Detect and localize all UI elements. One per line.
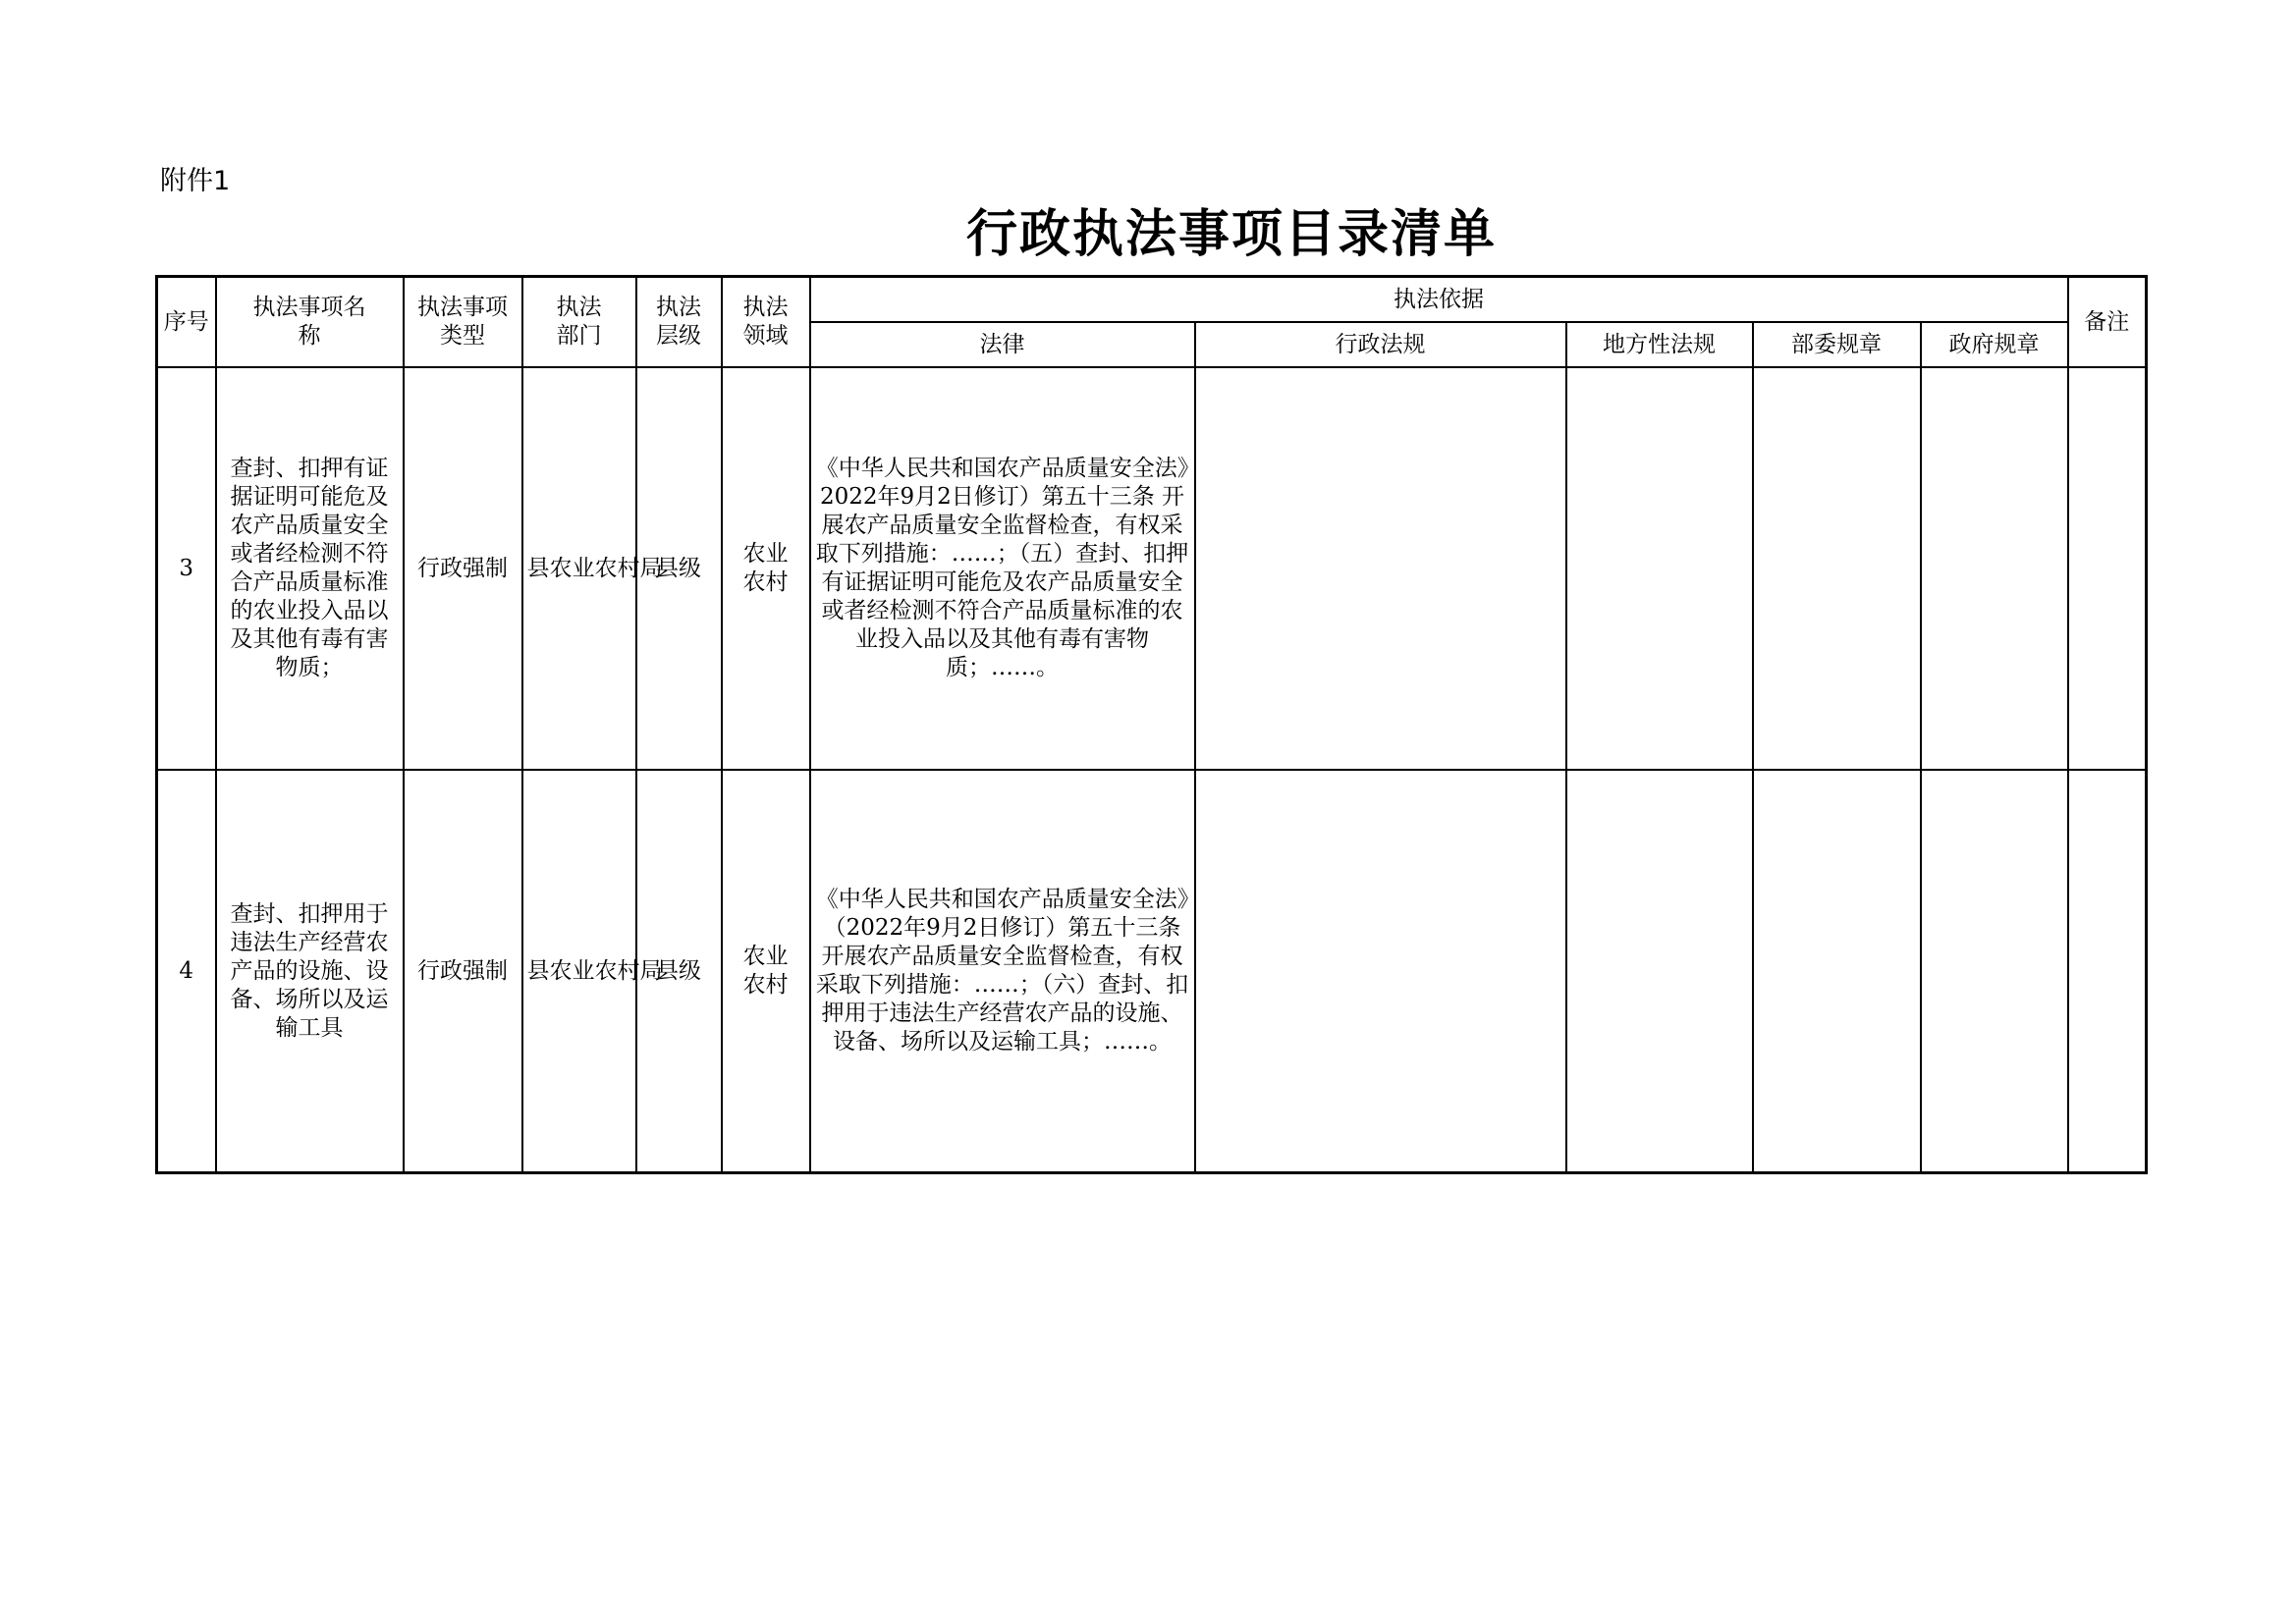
cell-law: 《中华人民共和国农产品质量安全法》（2022年9月2日修订）第五十三条 开展农产品质量安全监督检查，有权采取下列措施：……；（六）查封、扣押用于违法生产经营农产品的设施、设备、场所以及运输工具；……。 xyxy=(810,770,1195,1173)
table-row xyxy=(157,770,2147,1173)
header-local-regulation: 地方性法规 xyxy=(1566,322,1753,367)
cell-field: 农业农村 xyxy=(722,367,810,770)
cell-department: 县农业农村局 xyxy=(522,367,636,770)
table-row xyxy=(157,367,2147,770)
header-seq: 序号 xyxy=(157,277,216,368)
header-basis-group: 执法依据 xyxy=(810,277,2068,323)
header-ministry-rule: 部委规章 xyxy=(1753,322,1921,367)
header-item-type: 执法事项类型 xyxy=(404,277,522,368)
cell-remarks xyxy=(2068,367,2147,770)
cell-government-rule xyxy=(1921,770,2068,1173)
cell-remarks xyxy=(2068,770,2147,1173)
cell-local-regulation xyxy=(1566,770,1753,1173)
cell-item-name: 查封、扣押用于违法生产经营农产品的设施、设备、场所以及运输工具 xyxy=(216,770,404,1173)
cell-government-rule xyxy=(1921,367,2068,770)
cell-seq: 3 xyxy=(157,367,216,770)
header-admin-regulation: 行政法规 xyxy=(1195,322,1566,367)
cell-admin-regulation xyxy=(1195,367,1566,770)
header-item-name: 执法事项名称 xyxy=(216,277,404,368)
annex-label: 附件1 xyxy=(160,166,231,196)
cell-law: 《中华人民共和国农产品质量安全法》2022年9月2日修订）第五十三条 开展农产品质量安全监督检查，有权采取下列措施：……；（五）查封、扣押有证据证明可能危及农产品质量安全或者经检测不符合产品质量标准的农业投入品以及其他有毒有害物质；……。 xyxy=(810,367,1195,770)
header-law: 法律 xyxy=(810,322,1195,367)
enforcement-items-table xyxy=(155,275,2148,1174)
cell-seq: 4 xyxy=(157,770,216,1173)
cell-ministry-rule xyxy=(1753,770,1921,1173)
header-level: 执法层级 xyxy=(636,277,722,368)
cell-ministry-rule xyxy=(1753,367,1921,770)
cell-item-type: 行政强制 xyxy=(404,367,522,770)
cell-department: 县农业农村局 xyxy=(522,770,636,1173)
cell-local-regulation xyxy=(1566,367,1753,770)
header-government-rule: 政府规章 xyxy=(1921,322,2068,367)
cell-admin-regulation xyxy=(1195,770,1566,1173)
cell-level: 县级 xyxy=(636,770,722,1173)
cell-level: 县级 xyxy=(636,367,722,770)
page-title: 行政执法事项目录清单 xyxy=(965,204,1497,264)
header-remarks: 备注 xyxy=(2068,277,2147,368)
header-row-top xyxy=(157,277,2147,323)
header-department: 执法部门 xyxy=(522,277,636,368)
cell-field: 农业农村 xyxy=(722,770,810,1173)
cell-item-type: 行政强制 xyxy=(404,770,522,1173)
header-field: 执法领域 xyxy=(722,277,810,368)
cell-item-name: 查封、扣押有证据证明可能危及农产品质量安全或者经检测不符合产品质量标准的农业投入品以及其他有毒有害物质； xyxy=(216,367,404,770)
